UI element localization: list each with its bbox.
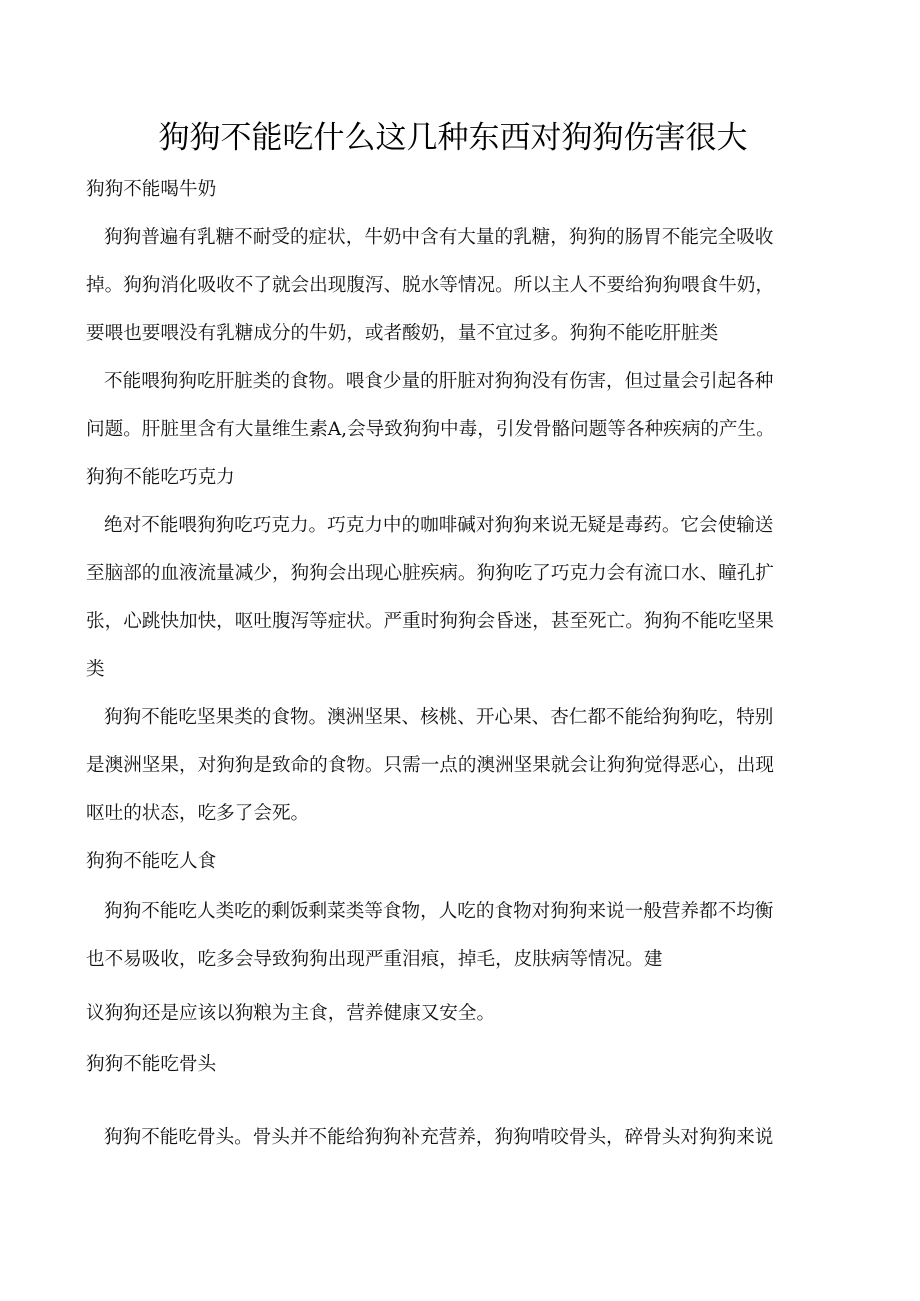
paragraph-line: 问题。肝脏里含有大量维生素A,会导致狗狗中毒，引发骨骼问题等各种疾病的产生。 [86,419,775,440]
paragraph-line: 狗狗普遍有乳糖不耐受的症状，牛奶中含有大量的乳糖，狗狗的肠胃不能完全吸收 [104,227,774,248]
paragraph-line: 绝对不能喂狗狗吃巧克力。巧克力中的咖啡碱对狗狗来说无疑是毒药。它会使输送 [104,515,774,536]
section-heading-milk: 狗狗不能喝牛奶 [86,179,217,200]
page-title: 狗狗不能吃什么这几种东西对狗狗伤害很大 [158,120,748,156]
paragraph-line: 掉。狗狗消化吸收不了就会出现腹泻、脱水等情况。所以主人不要给狗狗喂食牛奶， [86,275,774,296]
paragraph-line: 类 [86,659,105,680]
paragraph-line: 张，心跳快加快，呕吐腹泻等症状。严重时狗狗会昏迷，甚至死亡。狗狗不能吃坚果 [86,611,774,632]
paragraph-line: 也不易吸收，吃多会导致狗狗出现严重泪痕，掉毛，皮肤病等情况。建 [86,949,663,970]
paragraph-line: 议狗狗还是应该以狗粮为主食，营养健康又安全。 [86,1003,496,1024]
paragraph-line: 是澳洲坚果，对狗狗是致命的食物。只需一点的澳洲坚果就会让狗狗觉得恶心，出现 [86,755,774,776]
section-heading-bones: 狗狗不能吃骨头 [86,1054,217,1075]
paragraph-line: 至脑部的血液流量减少，狗狗会出现心脏疾病。狗狗吃了巧克力会有流口水、瞳孔扩 [86,563,774,584]
paragraph-line: 不能喂狗狗吃肝脏类的食物。喂食少量的肝脏对狗狗没有伤害，但过量会引起各种 [104,371,774,392]
section-heading-human-food: 狗狗不能吃人食 [86,851,217,872]
paragraph-line: 狗狗不能吃人类吃的剩饭剩菜类等食物，人吃的食物对狗狗来说一般营养都不均衡 [104,901,774,922]
section-heading-chocolate: 狗狗不能吃巧克力 [86,467,235,488]
paragraph-line: 狗狗不能吃骨头。骨头并不能给狗狗补充营养，狗狗啃咬骨头，碎骨头对狗狗来说 [104,1127,774,1148]
paragraph-line: 要喂也要喂没有乳糖成分的牛奶，或者酸奶，量不宜过多。狗狗不能吃肝脏类 [86,323,719,344]
paragraph-line: 狗狗不能吃坚果类的食物。澳洲坚果、核桃、开心果、杏仁都不能给狗狗吃，特别 [104,707,774,728]
paragraph-line: 呕吐的状态，吃多了会死。 [86,803,310,824]
